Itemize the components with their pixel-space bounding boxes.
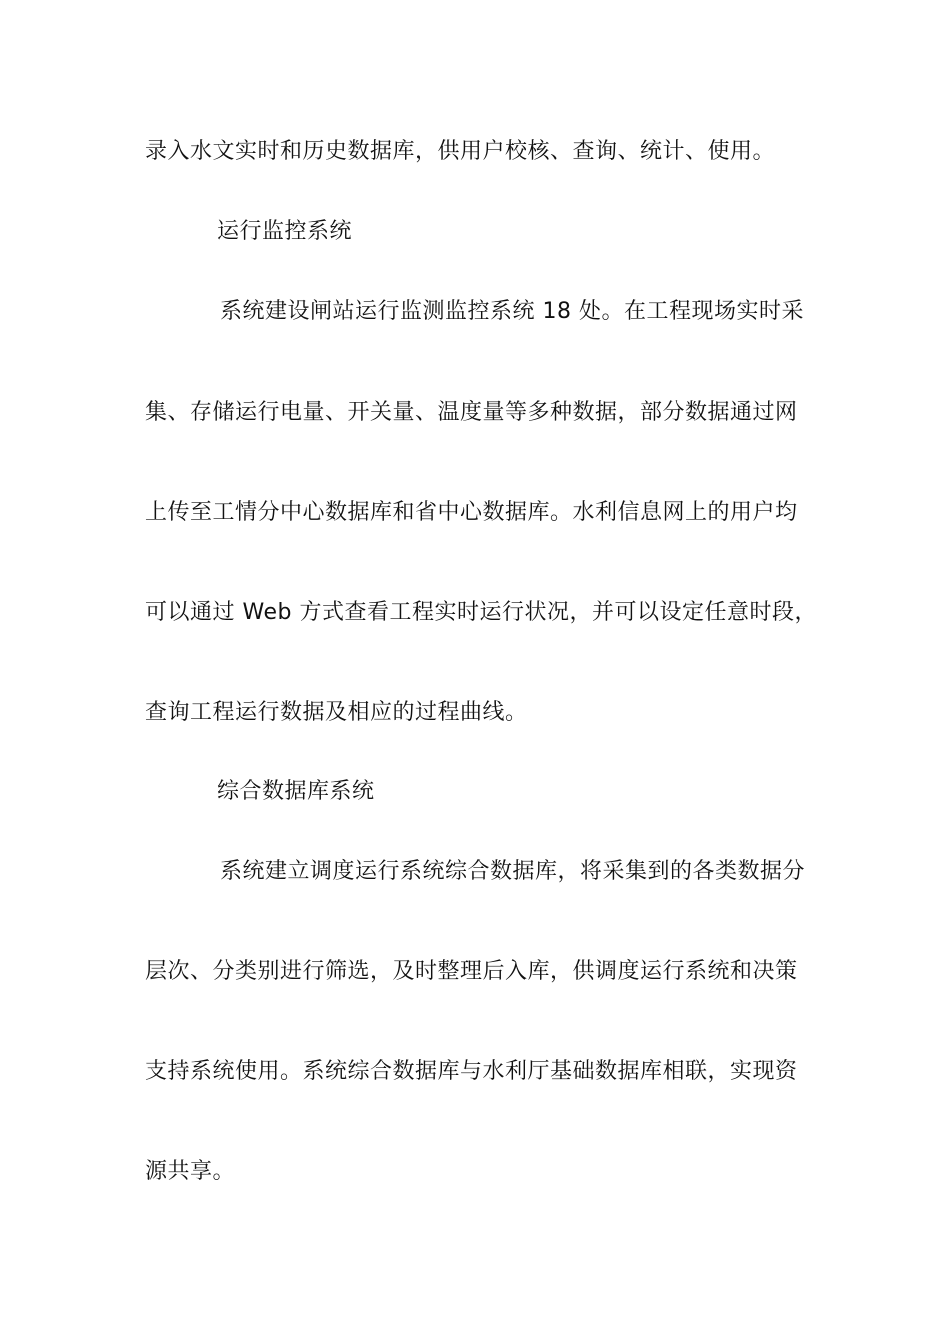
paragraph-line: 系统建立调度运行系统综合数据库，将采集到的各类数据分 [220,859,806,884]
paragraph-line: 可以通过 Web 方式查看工程实时运行状况，并可以设定任意时段， [145,600,817,625]
paragraph-line: 录入水文实时和历史数据库，供用户校核、查询、统计、使用。 [145,139,776,164]
paragraph-line: 集、存储运行电量、开关量、温度量等多种数据，部分数据通过网 [145,400,798,425]
paragraph-line: 上传至工情分中心数据库和省中心数据库。水利信息网上的用户均 [145,500,798,525]
paragraph-line: 查询工程运行数据及相应的过程曲线。 [145,700,528,725]
paragraph-line: 源共享。 [145,1159,236,1184]
section-heading-database: 综合数据库系统 [217,779,375,804]
paragraph-line: 系统建设闸站运行监测监控系统 18 处。在工程现场实时采 [220,299,804,324]
section-heading-monitoring: 运行监控系统 [217,219,353,244]
paragraph-line: 层次、分类别进行筛选，及时整理后入库，供调度运行系统和决策 [145,959,798,984]
paragraph-line: 支持系统使用。系统综合数据库与水利厅基础数据库相联，实现资 [145,1059,798,1084]
